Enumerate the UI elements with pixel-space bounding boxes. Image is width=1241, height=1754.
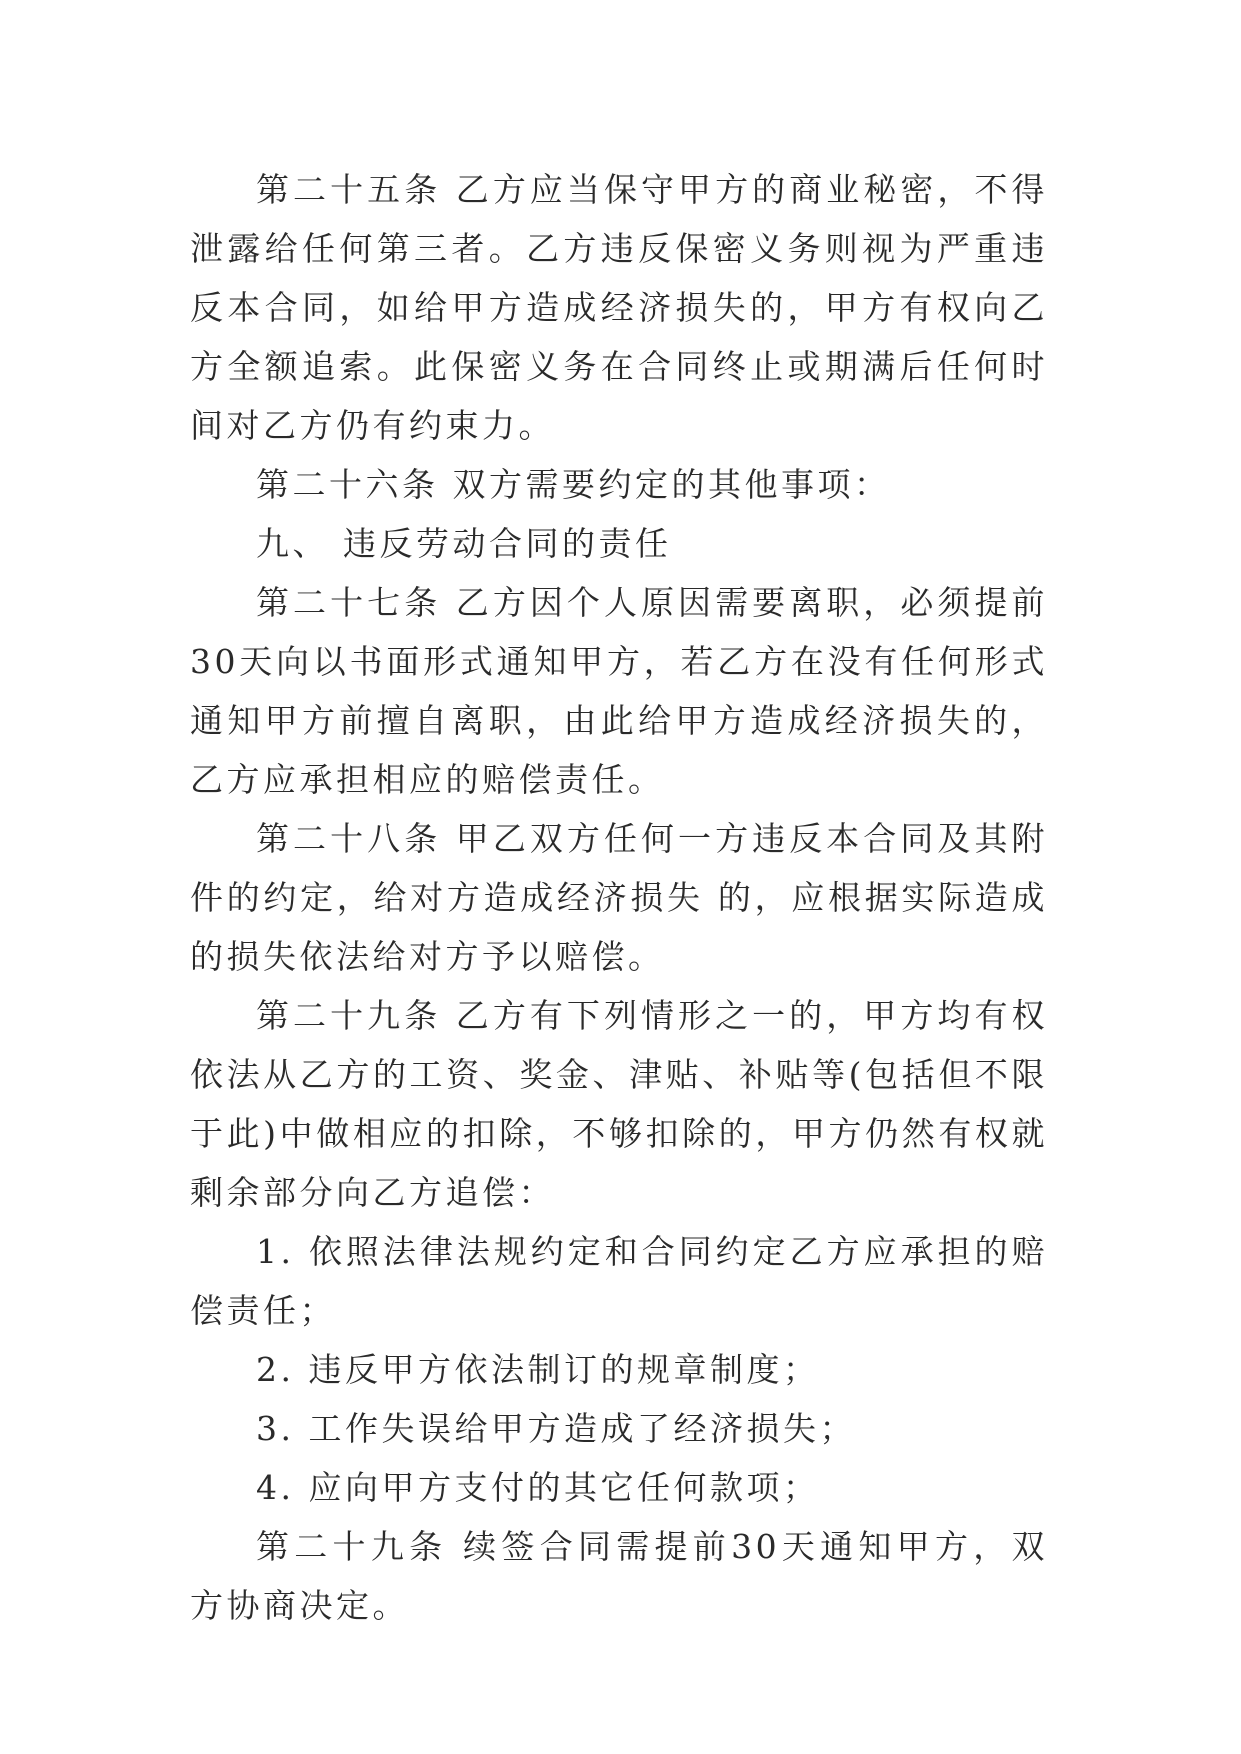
paragraph-article-27: 第二十七条 乙方因个人原因需要离职，必须提前30天向以书面形式通知甲方，若乙方在没有任何形式通知甲方前擅自离职，由此给甲方造成经济损失的，乙方应承担相应的赔偿责任。 (190, 583, 1048, 799)
paragraph-article-29-renewal: 第二十九条 续签合同需提前30天通知甲方，双方协商决定。 (190, 1527, 1048, 1625)
list-item-1: 1. 依照法律法规约定和合同约定乙方应承担的赔偿责任； (190, 1232, 1048, 1330)
section-heading-9: 九、 违反劳动合同的责任 (256, 524, 672, 563)
paragraph-article-26: 第二十六条 双方需要约定的其他事项： (256, 465, 891, 504)
paragraph-article-29: 第二十九条 乙方有下列情形之一的，甲方均有权依法从乙方的工资、奖金、津贴、补贴等(包括但不限于此)中做相应的扣除，不够扣除的，甲方仍然有权就剩余部分向乙方追偿： (190, 996, 1048, 1212)
list-item-2: 2. 违反甲方依法制订的规章制度； (256, 1350, 820, 1389)
list-item-4: 4. 应向甲方支付的其它任何款项； (256, 1468, 820, 1507)
paragraph-article-25: 第二十五条 乙方应当保守甲方的商业秘密，不得泄露给任何第三者。乙方违反保密义务则视为严重违反本合同，如给甲方造成经济损失的，甲方有权向乙方全额追索。此保密义务在合同终止或期满后任何时间对乙方仍有约束力。 (190, 170, 1048, 445)
document-body (190, 160, 1048, 1635)
paragraph-article-28: 第二十八条 甲乙双方任何一方违反本合同及其附件的约定，给对方造成经济损失 的，应根据实际造成的损失依法给对方予以赔偿。 (190, 819, 1048, 976)
list-item-3: 3. 工作失误给甲方造成了经济损失； (256, 1409, 856, 1448)
